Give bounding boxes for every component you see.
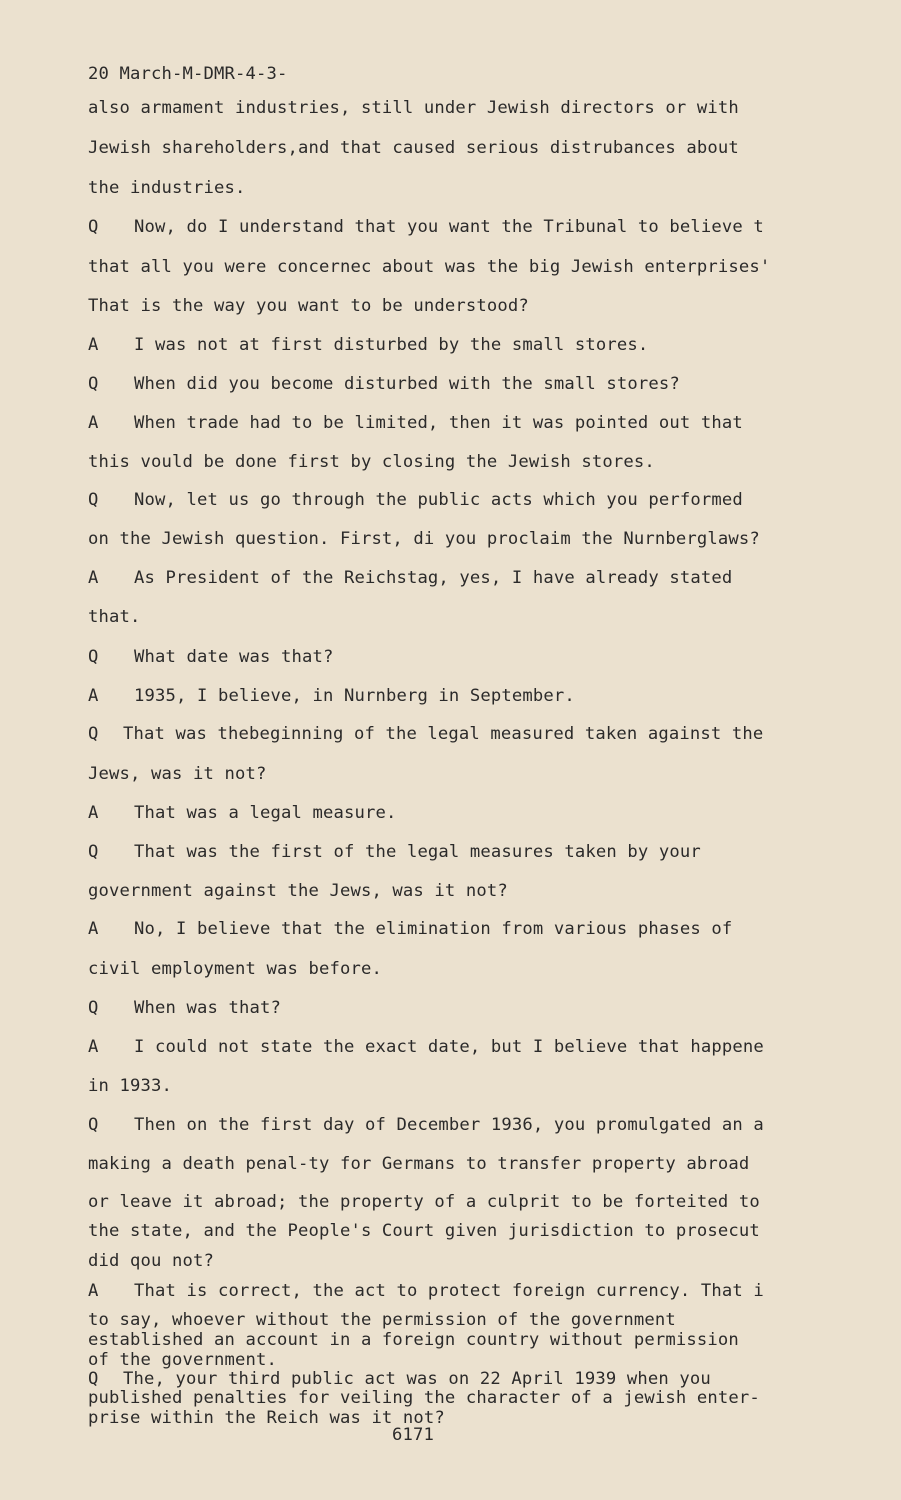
transcript-line [88, 257, 770, 277]
transcript-line [88, 919, 732, 939]
line-text: I was not at first disturbed by the small stores. [134, 335, 649, 355]
transcript-line [88, 1251, 214, 1271]
transcript-line [88, 607, 141, 627]
transcript-line [88, 335, 648, 355]
transcript-line [88, 1310, 676, 1330]
line-text: I could not state the exact date, but I believe that happene [134, 1037, 764, 1057]
line-text: 1935, I believe, in Nurnberg in September. [134, 686, 575, 706]
question-marker: Q [88, 998, 99, 1018]
answer-marker: A [88, 413, 99, 433]
answer-marker: A [88, 1037, 99, 1057]
answer-marker: A [88, 803, 99, 823]
answer-marker: A [88, 1281, 99, 1301]
line-text: did qou not? [88, 1251, 214, 1271]
line-text: That was the first of the legal measures taken by your [134, 842, 701, 862]
transcript-line [88, 842, 701, 862]
transcript-line [88, 647, 333, 667]
transcript-line [88, 686, 575, 706]
transcript-line [88, 568, 732, 588]
line-text: making a death penal-ty for Germans to transfer property abroad [88, 1154, 750, 1174]
line-text: When was that? [134, 998, 281, 1018]
line-text: this vould be done first by closing the Jewish stores. [88, 452, 655, 472]
question-marker: Q [88, 724, 99, 744]
page-header: 20 March-M-DMR-4-3- [88, 64, 288, 84]
transcript-line [88, 1330, 739, 1350]
line-text: the industries. [88, 178, 246, 198]
line-text: civil employment was before. [88, 959, 382, 979]
transcript-line [88, 296, 529, 316]
transcript-line [88, 1076, 172, 1096]
line-text: Now, do I understand that you want the Tribunal to believe t [134, 217, 764, 237]
transcript-line [88, 452, 655, 472]
line-text: also armament industries, still under Jewish directors or with [88, 98, 739, 118]
transcript-line [88, 803, 396, 823]
line-text: of the government. [88, 1350, 277, 1370]
line-text: Then on the first day of December 1936, you promulgated an a [134, 1115, 764, 1135]
question-marker: Q [88, 217, 99, 237]
line-text: the state, and the People's Court given jurisdiction to prosecut [88, 1221, 760, 1241]
line-text: government against the Jews, was it not? [88, 881, 508, 901]
line-text: prise within the Reich was it not? [88, 1408, 445, 1428]
answer-marker: A [88, 686, 99, 706]
transcript-line [88, 1369, 711, 1389]
transcript-line [88, 98, 739, 118]
transcript-line [88, 1350, 277, 1370]
transcript-line [88, 529, 760, 549]
question-marker: Q [88, 374, 99, 394]
line-text: that all you were concernec about was the big Jewish enterprises' [88, 257, 771, 277]
question-marker: Q [88, 842, 99, 862]
line-text: When trade had to be limited, then it was pointed out that [134, 413, 743, 433]
transcript-line [88, 374, 680, 394]
line-text: No, I believe that the elimination from various phases of [134, 919, 733, 939]
transcript-line [88, 1115, 764, 1135]
line-text: to say, whoever without the permission of the government [88, 1310, 676, 1330]
transcript-line [88, 1192, 760, 1212]
page-number: 6171 [392, 1425, 434, 1445]
line-text: That is correct, the act to protect foreign currency. That i [134, 1281, 764, 1301]
line-text: What date was that? [134, 647, 334, 667]
transcript-line [88, 490, 743, 510]
line-text: established an account in a foreign country without permission [88, 1330, 739, 1350]
line-text: Jewish shareholders,and that caused serious distrubances about [88, 138, 739, 158]
transcript-line [88, 138, 739, 158]
transcript-line [88, 881, 508, 901]
transcript-line [88, 998, 281, 1018]
answer-marker: A [88, 335, 99, 355]
line-text: When did you become disturbed with the small stores? [134, 374, 680, 394]
question-marker: Q [88, 1369, 99, 1389]
line-text: As President of the Reichstag, yes, I have already stated [134, 568, 733, 588]
transcript-line [88, 1281, 764, 1301]
transcript-line [88, 764, 266, 784]
transcript-line [88, 1388, 760, 1408]
question-marker: Q [88, 647, 99, 667]
transcript-line [88, 413, 743, 433]
line-text: or leave it abroad; the property of a culprit to be forteited to [88, 1192, 760, 1212]
line-text: That was thebeginning of the legal measured taken against the [123, 724, 764, 744]
transcript-line [88, 1221, 760, 1241]
line-text: That was a legal measure. [134, 803, 397, 823]
transcript-line [88, 178, 245, 198]
line-text: The, your third public act was on 22 April 1939 when you [123, 1369, 711, 1389]
transcript-line [88, 959, 382, 979]
answer-marker: A [88, 919, 99, 939]
transcript-line [88, 1037, 764, 1057]
line-text: That is the way you want to be understood? [88, 296, 529, 316]
transcript-line [88, 1154, 749, 1174]
answer-marker: A [88, 568, 99, 588]
transcript-line [88, 724, 763, 744]
line-text: Jews, was it not? [88, 764, 267, 784]
line-text: published penalties for veiling the character of a jewish enter- [88, 1388, 760, 1408]
line-text: that. [88, 607, 141, 627]
line-text: in 1933. [88, 1076, 172, 1096]
line-text: Now, let us go through the public acts which you performed [134, 490, 743, 510]
line-text: on the Jewish question. First, di you proclaim the Nurnberglaws? [88, 529, 760, 549]
transcript-line [88, 217, 764, 237]
question-marker: Q [88, 490, 99, 510]
question-marker: Q [88, 1115, 99, 1135]
